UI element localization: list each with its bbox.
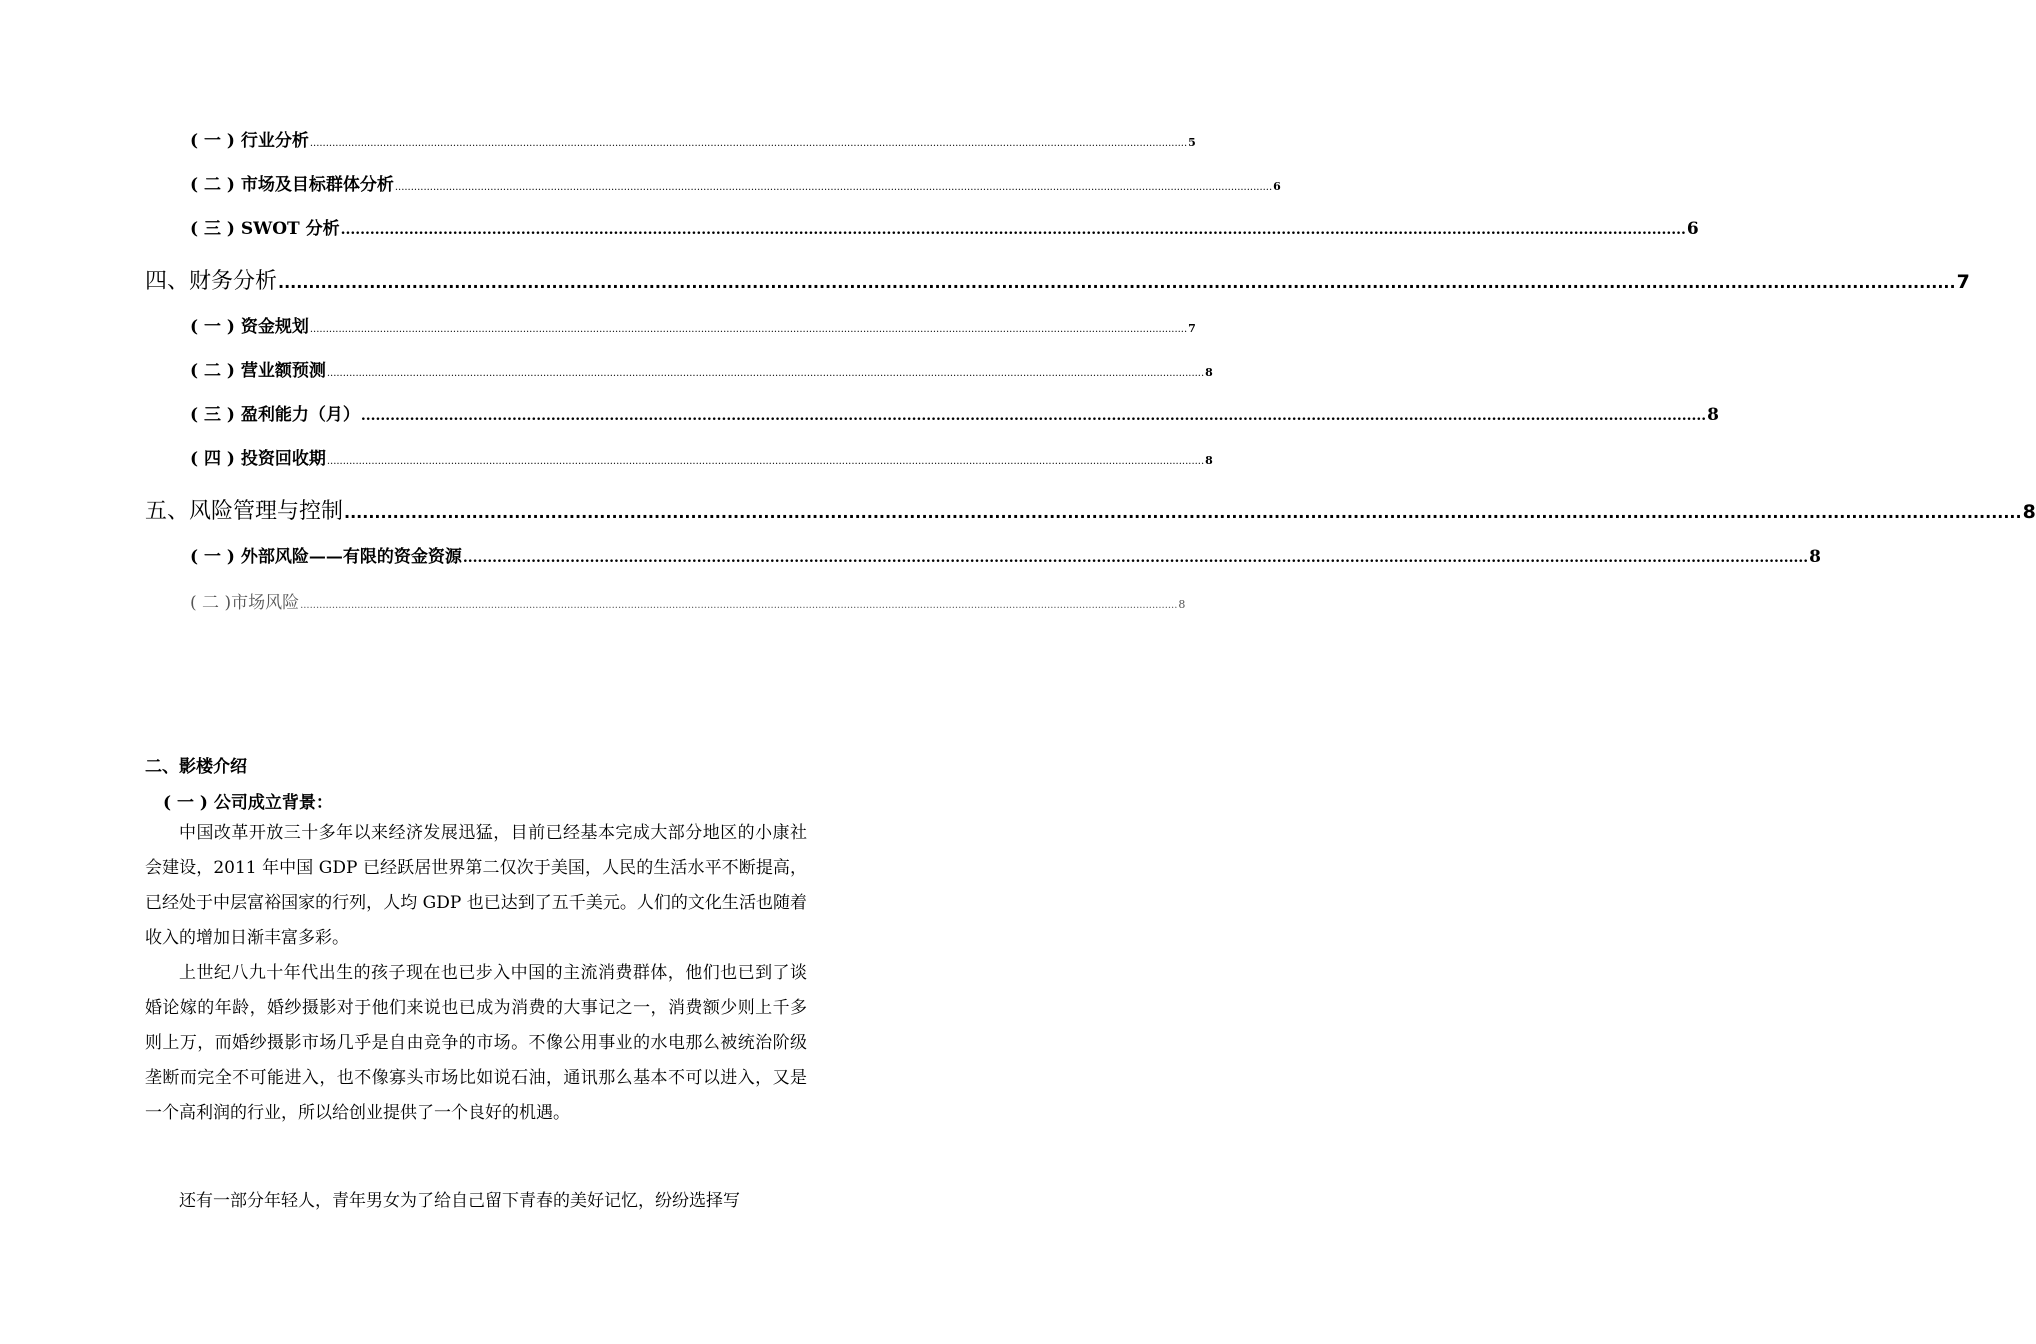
toc-entry[interactable] (190, 588, 1186, 613)
toc-leader: .................................................................................................................................................................................................................................................................................... (309, 324, 1188, 335)
toc-page-number: 6 (1686, 219, 1699, 239)
toc-leader: .................................................................................................................................................................................................................................................................................... (278, 273, 1956, 292)
toc-entry-label: ( 二 )市场风险 (190, 593, 300, 613)
section-subtitle: ( 一 ) 公司成立背景： (163, 793, 333, 813)
toc-page-number: 5 (1188, 136, 1196, 149)
toc-leader: .................................................................................................................................................................................................................................................................................... (309, 138, 1188, 149)
toc-entry[interactable] (190, 444, 1213, 469)
toc-entry[interactable] (190, 214, 1699, 239)
toc-entry[interactable] (190, 400, 1719, 425)
toc-leader: .................................................................................................................................................................................................................................................................................... (360, 408, 1707, 424)
toc-entry[interactable] (190, 542, 1821, 567)
toc-page-number: 7 (1188, 322, 1196, 335)
toc-leader: .................................................................................................................................................................................................................................................................................... (394, 182, 1273, 193)
toc-entry-label: ( 二 ) 市场及目标群体分析 (190, 175, 394, 195)
toc-leader: .................................................................................................................................................................................................................................................................................... (326, 456, 1205, 467)
toc-leader: .................................................................................................................................................................................................................................................................................... (344, 503, 2022, 522)
toc-entry[interactable] (145, 264, 1970, 295)
toc-entry-label: ( 三 ) SWOT 分析 (190, 219, 340, 239)
toc-entry-label: ( 二 ) 营业额预测 (190, 361, 326, 381)
toc-page-number: 8 (1205, 366, 1213, 379)
toc-leader: .................................................................................................................................................................................................................................................................................... (340, 222, 1686, 238)
toc-page-number: 8 (1178, 598, 1186, 611)
toc-page-number: 7 (1956, 271, 1970, 293)
toc-entry[interactable] (190, 312, 1196, 337)
toc-entry[interactable] (145, 494, 2036, 525)
toc-entry[interactable] (190, 170, 1281, 195)
toc-entry-label: ( 三 ) 盈利能力（月） (190, 405, 360, 425)
toc-page-number: 8 (2022, 501, 2036, 523)
toc-leader: .................................................................................................................................................................................................................................................................................... (326, 368, 1205, 379)
toc-page-number: 8 (1205, 454, 1213, 467)
toc-page-number: 8 (1707, 405, 1719, 425)
body-paragraph: 上世纪八九十年代出生的孩子现在也已步入中国的主流消费群体，他们也已到了谈婚论嫁的年龄，婚纱摄影对于他们来说也已成为消费的大事记之一，消费额少则上千多则上万，而婚纱摄影市场几乎是自由竞争的市场。不像公用事业的水电那么被统治阶级垄断而完全不可能进入，也不像寡头市场比如说石油，通讯那么基本不可以进入，又是一个高利润的行业，所以给创业提供了一个良好的机遇。 (145, 963, 807, 1123)
toc-entry-label: 四、财务分析 (145, 269, 278, 294)
body-paragraph: 还有一部分年轻人，青年男女为了给自己留下青春的美好记忆，纷纷选择写 (179, 1191, 740, 1211)
toc-entry[interactable] (190, 356, 1213, 381)
toc-entry-label: 五、风险管理与控制 (145, 499, 344, 524)
toc-entry-label: ( 一 ) 外部风险——有限的资金资源 (190, 547, 462, 567)
body-paragraph: 中国改革开放三十多年以来经济发展迅猛，目前已经基本完成大部分地区的小康社会建设，2011 年中国 GDP 已经跃居世界第二仅次于美国，人民的生活水平不断提高，已经处于中层富裕国家的行列，人均 GDP 也已达到了五千美元。人们的文化生活也随着收入的增加日渐丰富多彩。 (145, 823, 807, 948)
toc-entry-label: ( 一 ) 行业分析 (190, 131, 309, 151)
toc-entry[interactable] (190, 126, 1196, 151)
toc-page-number: 6 (1273, 180, 1281, 193)
toc-page-number: 8 (1809, 547, 1821, 567)
toc-entry-label: ( 一 ) 资金规划 (190, 317, 309, 337)
toc-leader: .................................................................................................................................................................................................................................................................................... (462, 550, 1809, 566)
toc-leader: .................................................................................................................................................................................................................................................................................... (300, 600, 1178, 611)
section-title: 二、影楼介绍 (145, 757, 247, 777)
toc-entry-label: ( 四 ) 投资回收期 (190, 449, 326, 469)
